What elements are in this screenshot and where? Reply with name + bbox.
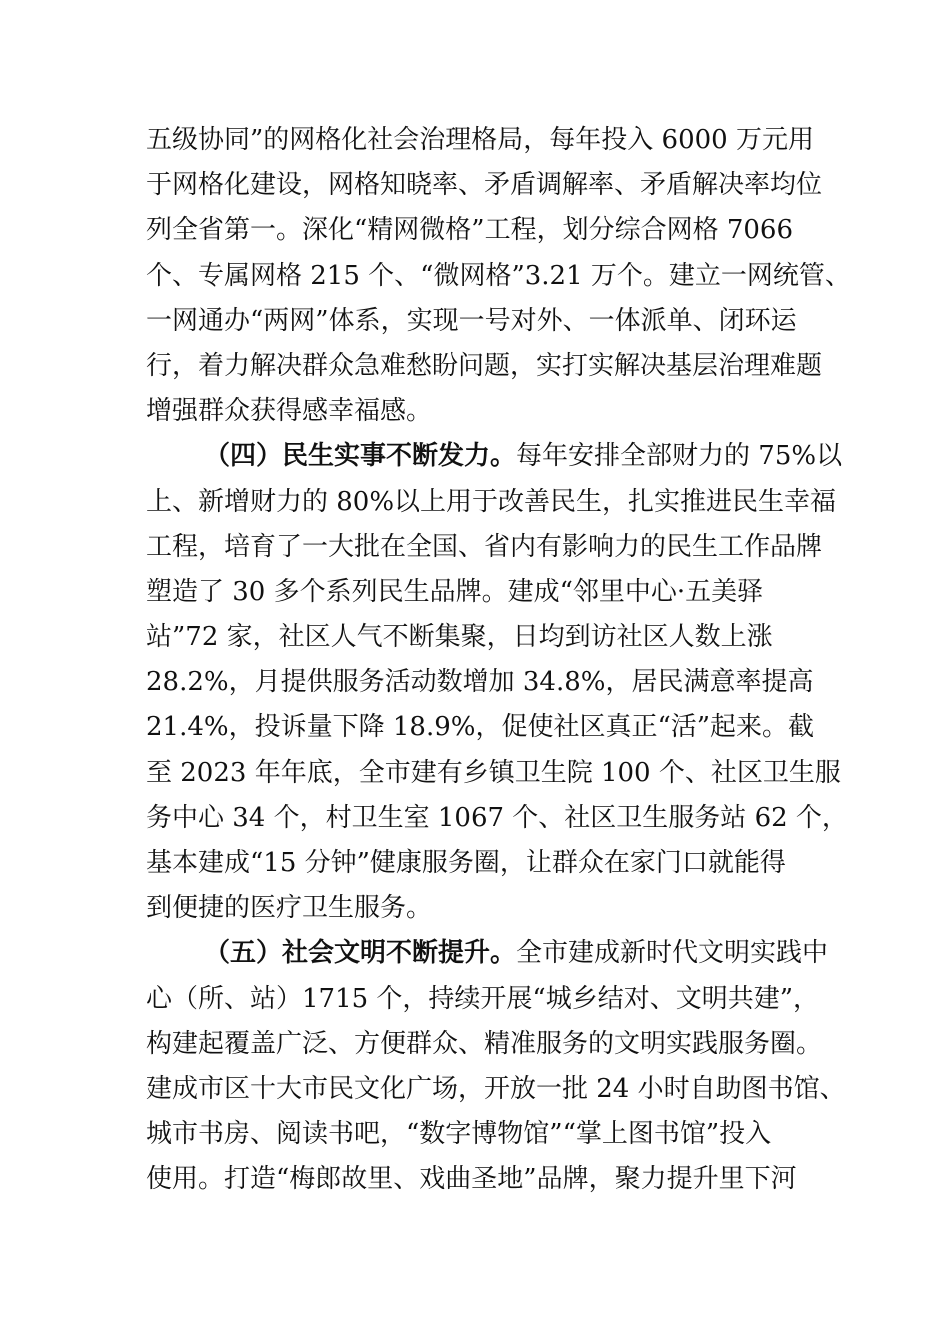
- text-line: 基本建成“15 分钟”健康服务圈，让群众在家门口就能得: [146, 848, 786, 878]
- text-line: 五级协同”的网格化社会治理格局，每年投入 6000 万元用: [146, 125, 814, 155]
- text-line: 构建起覆盖广泛、方便群众、精准服务的文明实践服务圈。: [146, 1028, 823, 1059]
- text-line: 使用。打造“梅郎故里、戏曲圣地”品牌，聚力提升里下河: [146, 1164, 797, 1195]
- text-line: 工程，培育了一大批在全国、省内有影响力的民生工作品牌: [146, 531, 823, 562]
- text-line: 站”72 家，社区人气不断集聚，日均到访社区人数上涨: [146, 622, 773, 653]
- paragraph-grid-governance: [146, 118, 851, 434]
- text-line: 于网格化建设，网格知晓率、矛盾调解率、矛盾解决率均位: [146, 170, 823, 201]
- text-line: 28.2%，月提供服务活动数增加 34.8%，居民满意率提高: [146, 667, 814, 698]
- text-line-first: [146, 434, 843, 479]
- text-line: 城市书房、阅读书吧，“数字博物馆”“掌上图书馆”投入: [146, 1119, 772, 1150]
- text-line: 建成市区十大市民文化广场，开放一批 24 小时自助图书馆、: [146, 1073, 846, 1104]
- text-run: 每年安排全部财力的 75%以: [516, 441, 843, 472]
- text-line: 21.4%，投诉量下降 18.9%，促使社区真正“活”起来。截: [146, 712, 815, 743]
- text-line: 增强群众获得感幸福感。: [146, 396, 433, 427]
- section-heading-4: （四）民生实事不断发力。: [204, 441, 517, 472]
- text-line: 一网通办“两网”体系，实现一号对外、一体派单、闭环运: [146, 305, 797, 336]
- text-run: 全市建成新时代文明实践中: [516, 938, 829, 969]
- text-line: 列全省第一。深化“精网微格”工程，划分综合网格 7066: [146, 215, 794, 246]
- text-line: 行，着力解决群众急难愁盼问题，实打实解决基层治理难题: [146, 350, 823, 381]
- text-line: 塑造了 30 多个系列民生品牌。建成“邻里中心·五美驿: [146, 576, 764, 607]
- text-line: 上、新增财力的 80%以上用于改善民生，扎实推进民生幸福: [146, 486, 837, 517]
- section-heading-5: （五）社会文明不断提升。: [204, 938, 517, 969]
- text-line: 个、专属网格 215 个、“微网格”3.21 万个。建立一网统管、: [146, 260, 851, 291]
- text-line: 心（所、站）1715 个，持续开展“城乡结对、文明共建”，: [146, 983, 820, 1014]
- text-line-first: [146, 931, 829, 976]
- paragraph-civilization: [146, 931, 846, 1202]
- document-body: [146, 118, 851, 1203]
- paragraph-livelihood: [146, 434, 848, 931]
- text-line: 到便捷的医疗卫生服务。: [146, 893, 433, 924]
- text-line: 至 2023 年年底，全市建有乡镇卫生院 100 个、社区卫生服: [146, 757, 841, 788]
- text-line: 务中心 34 个，村卫生室 1067 个、社区卫生服务站 62 个，: [146, 802, 848, 833]
